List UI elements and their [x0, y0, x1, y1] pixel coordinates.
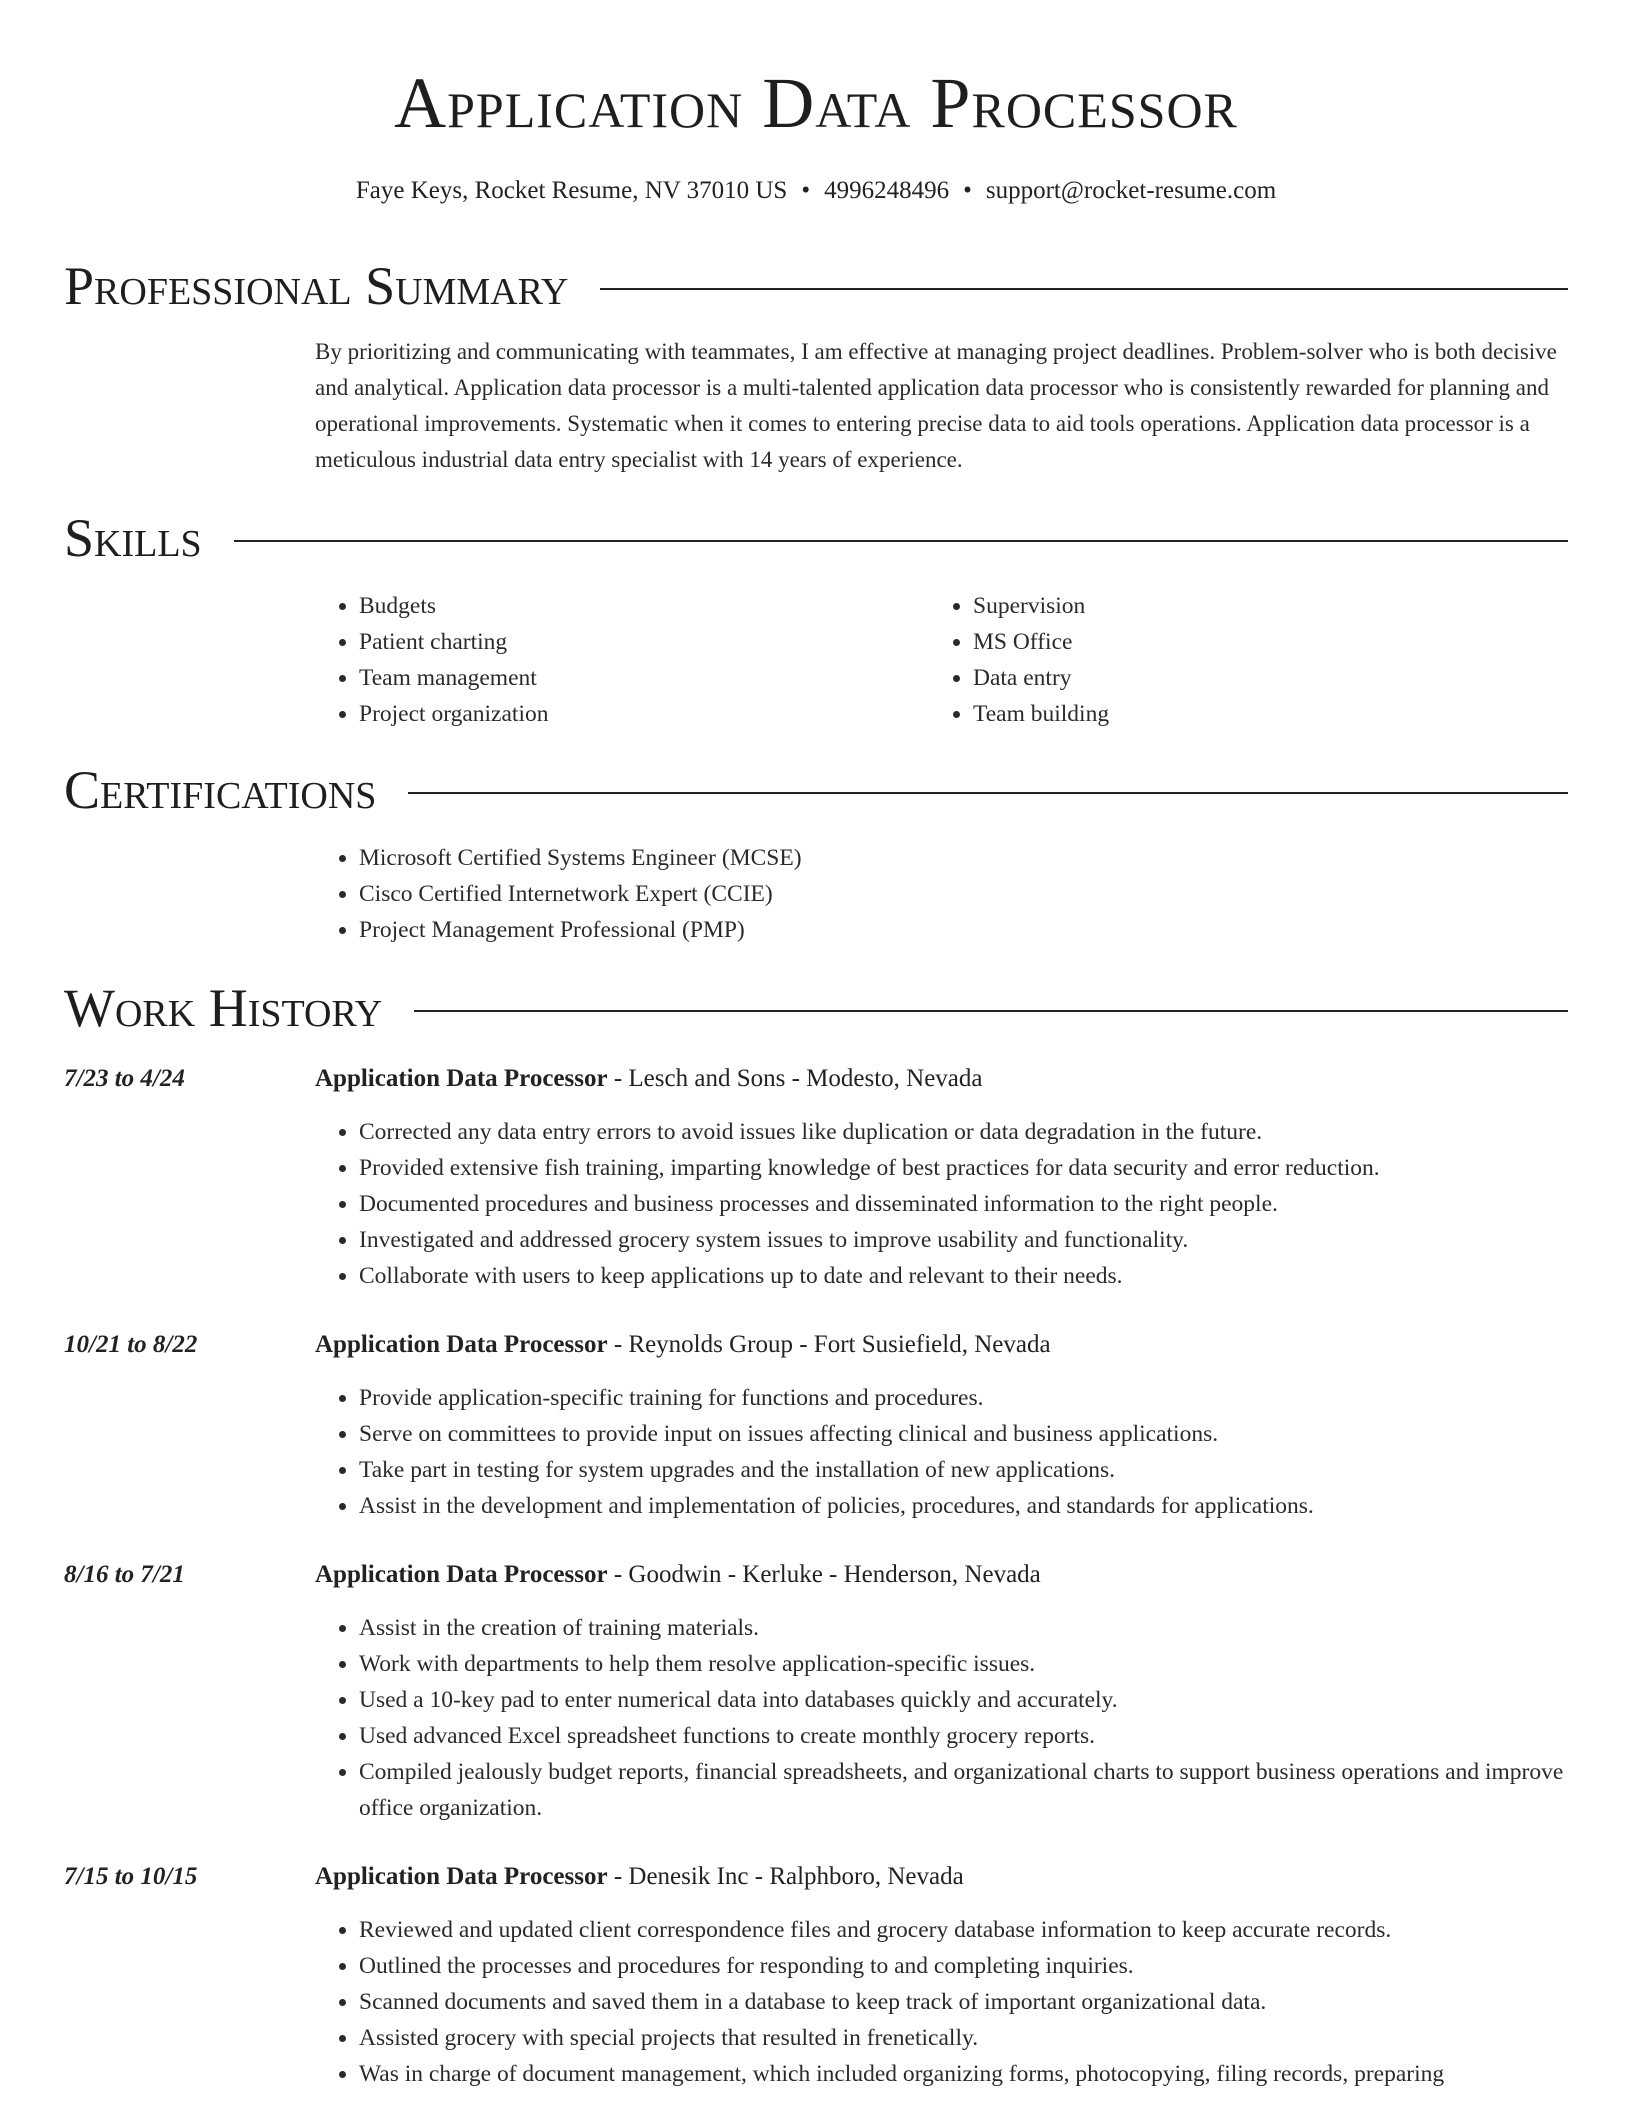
job-bullet: • Compiled jealously budget reports, financial spreadsheets, and organizational charts to support business operations and improve office organization.	[359, 1754, 1568, 1826]
certifications-section-header	[64, 758, 1568, 822]
job-bullet: • Provided extensive fish training, imparting knowledge of best practices for data security and error reduction.	[359, 1150, 1568, 1186]
job-bullet: • Serve on committees to provide input on issues affecting clinical and business applications.	[359, 1416, 1568, 1452]
job-heading	[315, 1558, 1568, 1592]
job-bullet: • Outlined the processes and procedures for responding to and completing inquiries.	[359, 1948, 1568, 1984]
job-bullet: • Assisted grocery with special projects that resulted in frenetically.	[359, 2020, 1568, 2056]
job-role: Application Data Processor	[315, 1331, 608, 1358]
job-bullet: • Assist in the creation of training materials.	[359, 1610, 1568, 1646]
skill-item: • Team management	[359, 660, 875, 696]
job-bullet: • Collaborate with users to keep applications up to date and relevant to their needs.	[359, 1258, 1568, 1294]
summary-text: By prioritizing and communicating with teammates, I am effective at managing project deadlines. Problem-solver who is both decisive and analytical. Application data processor is a multi-talented application data processor who is consistently rewarded for planning and operational improvements. Systematic when it comes to entering precise data to aid tools operations. Application data processor is a meticulous industrial data entry specialist with 14 years of experience.	[315, 339, 1557, 472]
job-bullets	[315, 1114, 1568, 1294]
skill-item: • Patient charting	[359, 624, 875, 660]
contact-address: Faye Keys, Rocket Resume, NV 37010 US	[355, 177, 788, 204]
skill-item: • Data entry	[973, 660, 1489, 696]
skills-column-left	[315, 588, 875, 732]
contact-separator: •	[963, 177, 972, 204]
certification-item: • Cisco Certified Internetwork Expert (CCIE)	[359, 876, 1568, 912]
work-section-header	[64, 976, 1568, 1040]
job-bullet: • Investigated and addressed grocery system issues to improve usability and functionality.	[359, 1222, 1568, 1258]
job-bullet: • Work with departments to help them resolve application-specific issues.	[359, 1646, 1568, 1682]
job-role: Application Data Processor	[315, 1065, 608, 1092]
section-title-work: Work History	[64, 978, 383, 1038]
job-bullet: • Used a 10-key pad to enter numerical data into databases quickly and accurately.	[359, 1682, 1568, 1718]
job-dates: 8/16 to 7/21	[64, 1561, 185, 1588]
job-role: Application Data Processor	[315, 1561, 608, 1588]
section-divider	[408, 792, 1568, 794]
certification-item: • Microsoft Certified Systems Engineer (MCSE)	[359, 840, 1568, 876]
section-title-certifications: Certifications	[64, 760, 377, 820]
job-bullet: • Provide application-specific training for functions and procedures.	[359, 1380, 1568, 1416]
job-bullet: • Scanned documents and saved them in a database to keep track of important organizational data.	[359, 1984, 1568, 2020]
job-heading	[315, 1062, 1568, 1096]
job-details: - Reynolds Group - Fort Susiefield, Nevada	[607, 1331, 1051, 1358]
section-title-summary: Professional Summary	[64, 256, 569, 316]
resume-title: Application Data Processor	[394, 63, 1238, 143]
job-dates: 7/23 to 4/24	[64, 1065, 185, 1092]
contact-phone: 4996248496	[824, 177, 950, 204]
section-divider	[600, 288, 1568, 290]
skills-column-right	[929, 588, 1489, 732]
skill-item: • Team building	[973, 696, 1489, 732]
section-title-skills: Skills	[64, 508, 202, 568]
job-bullets	[315, 1912, 1568, 2092]
job-heading	[315, 1860, 1568, 1894]
job-role: Application Data Processor	[315, 1863, 608, 1890]
job-bullet: • Reviewed and updated client correspondence files and grocery database information to keep accurate records.	[359, 1912, 1568, 1948]
skill-item: • Supervision	[973, 588, 1489, 624]
contact-separator: •	[801, 177, 811, 204]
skills-section-header	[64, 506, 1568, 570]
job-dates: 7/15 to 10/15	[64, 1863, 198, 1890]
job-details: - Lesch and Sons - Modesto, Nevada	[607, 1065, 983, 1092]
contact-line	[0, 174, 1632, 208]
job-heading	[315, 1328, 1568, 1362]
job-bullets	[315, 1610, 1568, 1826]
job-details: - Goodwin - Kerluke - Henderson, Nevada	[607, 1561, 1041, 1588]
certification-item: • Project Management Professional (PMP)	[359, 912, 1568, 948]
job-details: - Denesik Inc - Ralphboro, Nevada	[607, 1863, 964, 1890]
job-bullet: • Used advanced Excel spreadsheet functions to create monthly grocery reports.	[359, 1718, 1568, 1754]
job-bullet: • Was in charge of document management, which included organizing forms, photocopying, filing records, preparing	[359, 2056, 1568, 2092]
section-divider	[414, 1010, 1568, 1012]
contact-email: support@rocket-resume.com	[985, 177, 1277, 204]
skill-item: • Project organization	[359, 696, 875, 732]
job-bullet: • Take part in testing for system upgrades and the installation of new applications.	[359, 1452, 1568, 1488]
job-bullet: • Assist in the development and implementation of policies, procedures, and standards for applications.	[359, 1488, 1568, 1524]
job-bullet: • Documented procedures and business processes and disseminated information to the right people.	[359, 1186, 1568, 1222]
skill-item: • MS Office	[973, 624, 1489, 660]
certifications-list	[315, 840, 1568, 948]
job-bullets	[315, 1380, 1568, 1524]
job-bullet: • Corrected any data entry errors to avoid issues like duplication or data degradation in the future.	[359, 1114, 1568, 1150]
section-divider	[234, 540, 1568, 542]
skill-item: • Budgets	[359, 588, 875, 624]
job-dates: 10/21 to 8/22	[64, 1331, 198, 1358]
summary-section-header	[64, 254, 1568, 318]
